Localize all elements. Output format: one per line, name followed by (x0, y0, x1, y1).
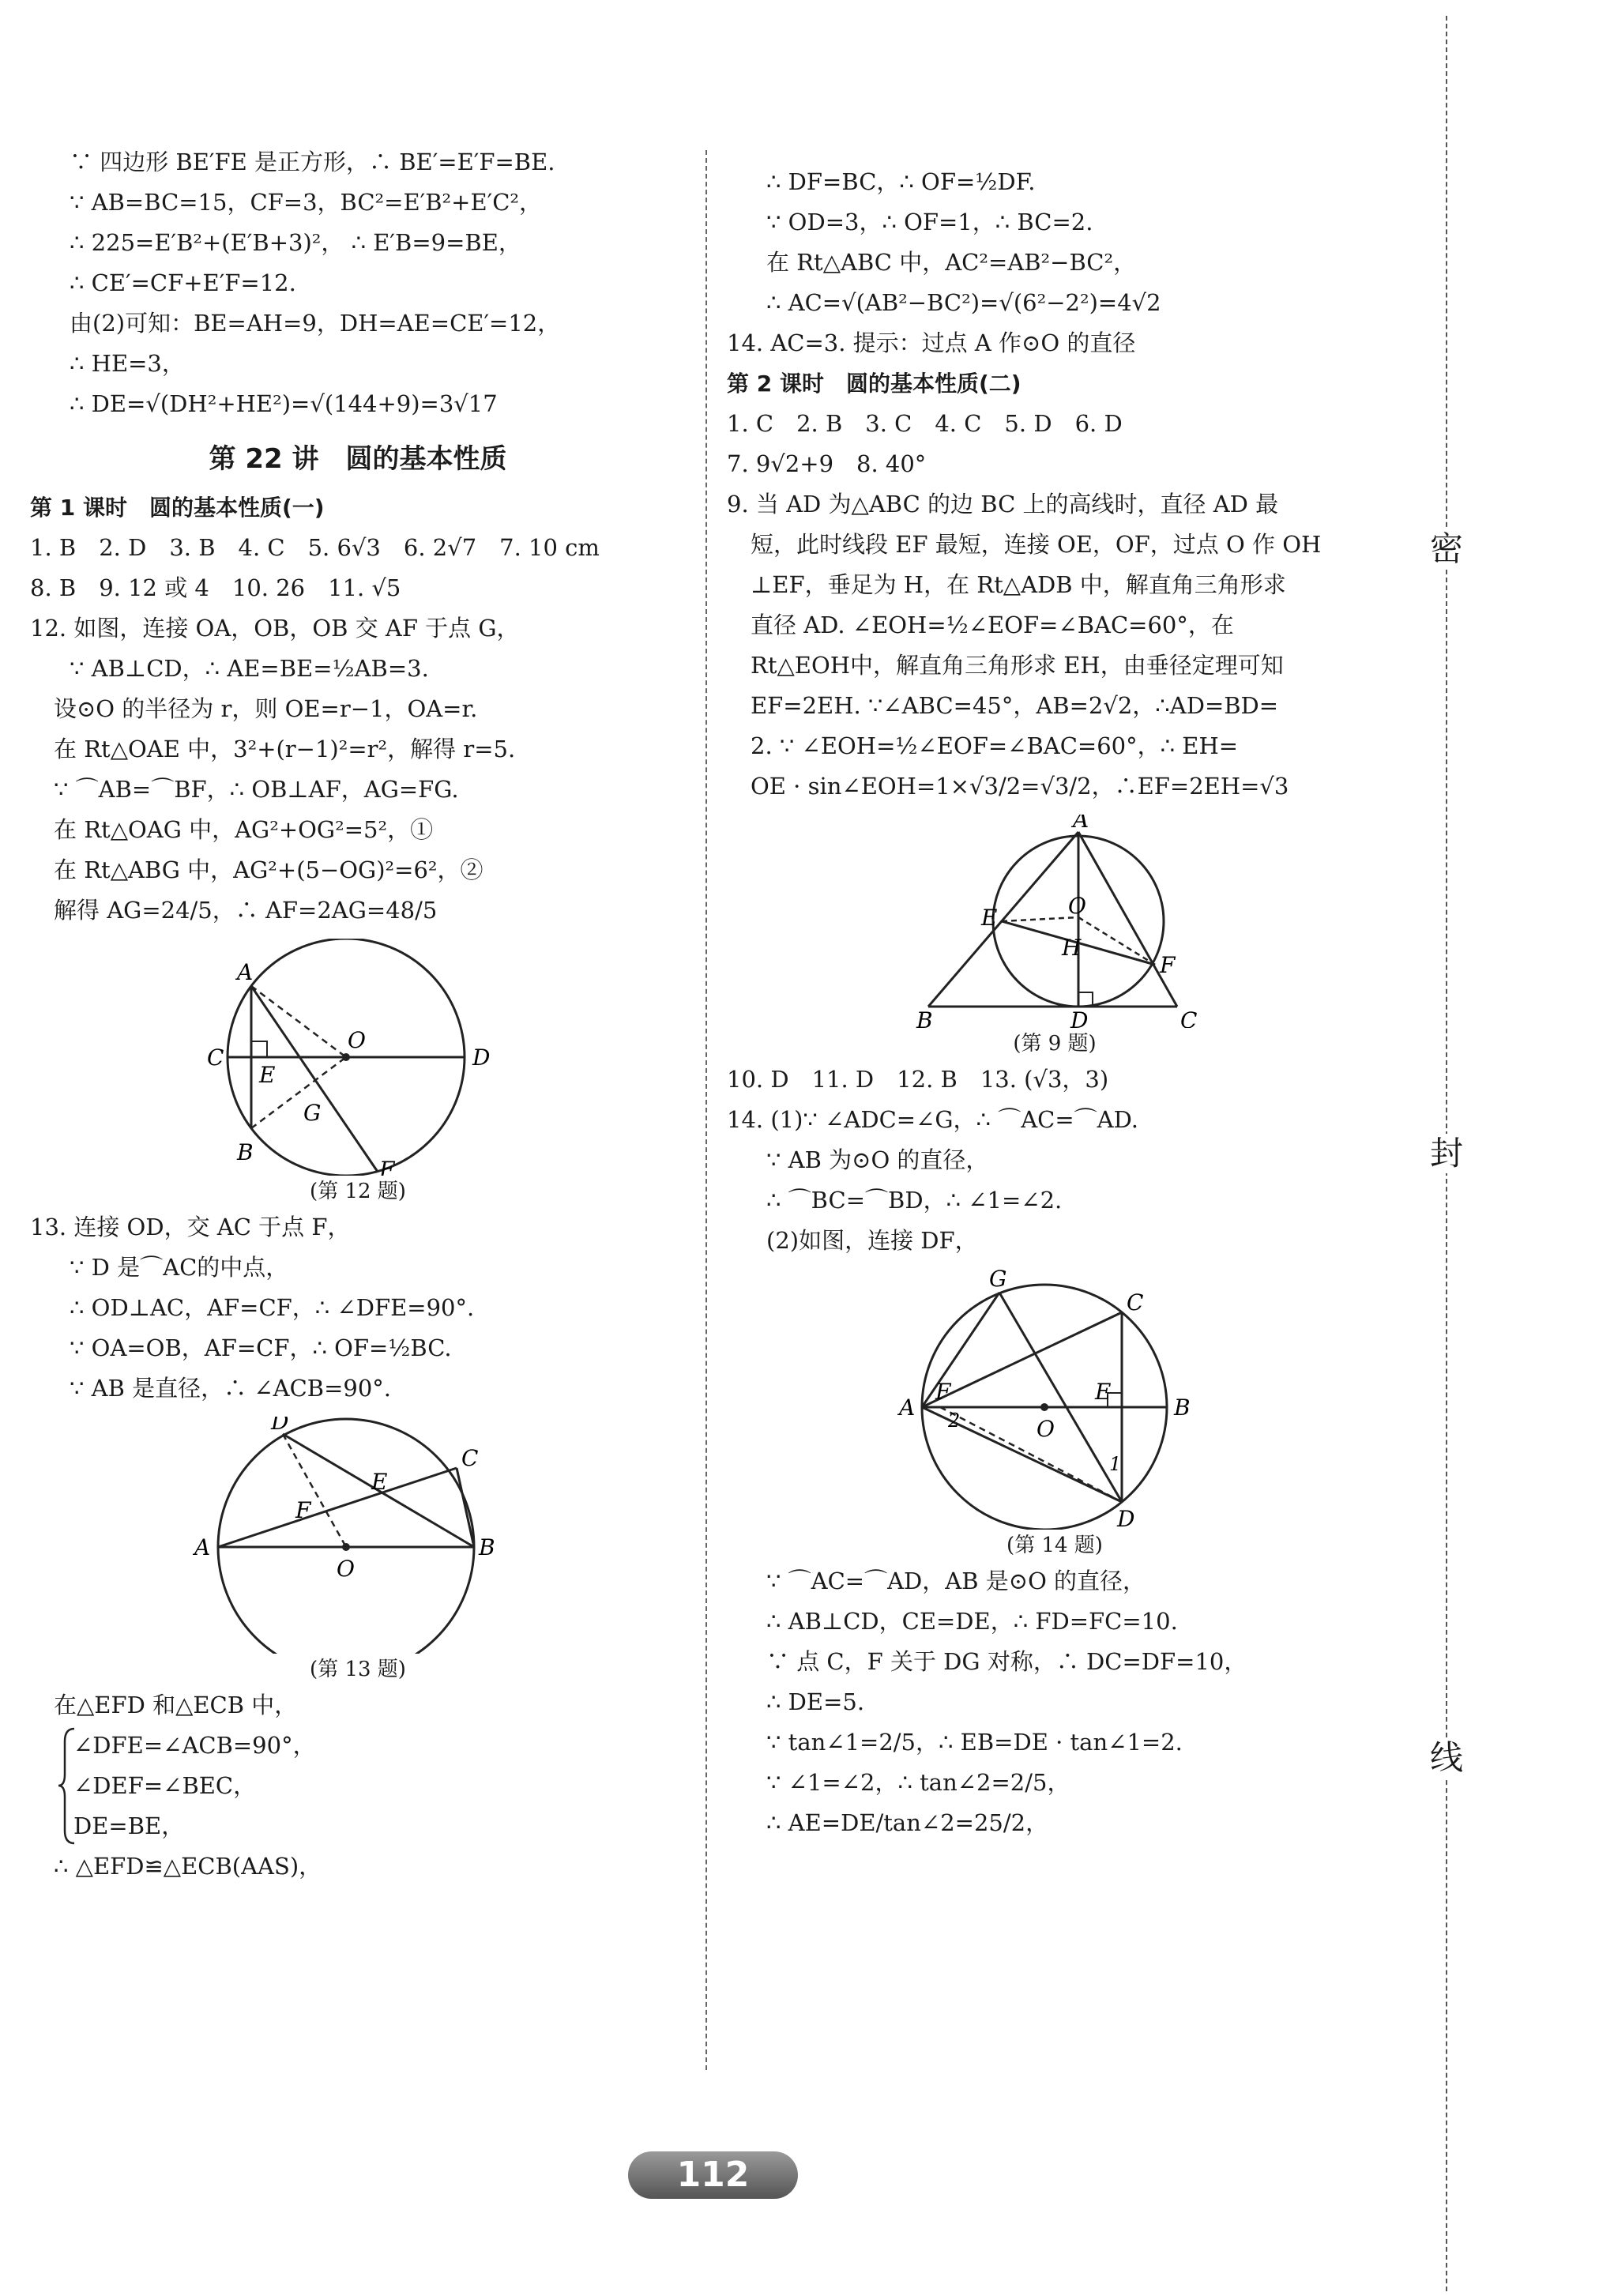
text-line: 在 Rt△ABC 中，AC²=AB²−BC²， (766, 249, 1137, 276)
text-line: 14. AC=3. 提示：过点 A 作⊙O 的直径 (727, 329, 1136, 356)
label-A: A (237, 959, 254, 985)
figure-12 (30, 939, 686, 1176)
brace-icon (57, 1726, 77, 1846)
text-line: ∵ ∠1=∠2，∴ tan∠2=2/5， (766, 1769, 1070, 1796)
label-G: G (989, 1269, 1007, 1292)
text-line: ∴ DE=5. (766, 1688, 865, 1715)
text-line: ∵ 点 C，F 关于 DG 对称，∴ DC=DF=10， (766, 1648, 1247, 1675)
label-F: F (379, 1157, 395, 1176)
answer-line: 1. C 2. B 3. C 4. C 5. D 6. D (727, 410, 1123, 437)
label-A: A (194, 1534, 211, 1560)
text-line: (2)如图，连接 DF， (766, 1227, 978, 1254)
figure-13-caption: (第 13 题) (310, 1658, 406, 1681)
text-line: ∴ AB⊥CD，CE=DE，∴ FD=FC=10. (766, 1608, 1178, 1635)
text-line: 在 Rt△ABG 中，AG²+(5−OG)²=6²，② (54, 856, 483, 883)
text-line: ∵ ⌒AB=⌒BF，∴ OB⊥AF，AG=FG. (54, 776, 459, 803)
answer-line: 1. B 2. D 3. B 4. C 5. 6√3 6. 2√7 7. 10 cm (30, 534, 600, 561)
label-D: D (472, 1044, 491, 1071)
label-B: B (479, 1534, 495, 1560)
text-line: ∴ DE=√(DH²+HE²)=√(144+9)=3√17 (70, 390, 498, 417)
text-line: ∴ 225=E′B²+(E′B+3)²， ∴ E′B=9=BE， (70, 229, 521, 256)
label-B: B (916, 1007, 933, 1028)
text-line: 2. ∵ ∠EOH=½∠EOF=∠BAC=60°，∴ EH= (751, 732, 1239, 759)
column-divider (705, 150, 707, 2070)
label-O: O (337, 1556, 355, 1582)
label-A: A (1073, 815, 1089, 833)
label-C: C (461, 1445, 479, 1471)
text-line: ∵ AB=BC=15，CF=3，BC²=E′B²+E′C²， (70, 189, 543, 216)
text-line: 直径 AD. ∠EOH=½∠EOF=∠BAC=60°，在 (751, 612, 1234, 638)
figure-14-diagram (727, 1269, 1383, 1530)
text-line: ∠DEF=∠BEC， (73, 1772, 257, 1799)
text-line: OE · sin∠EOH=1×√3/2=√3/2，∴EF=2EH=√3 (751, 773, 1289, 800)
text-line: 在 Rt△OAE 中，3²+(r−1)²=r²，解得 r=5. (54, 736, 516, 762)
angle-label-1: 1 (1109, 1453, 1122, 1475)
label-F: F (295, 1497, 311, 1523)
answer-line: 7. 9√2+9 8. 40° (727, 450, 927, 477)
text-line: 解得 AG=24/5，∴ AF=2AG=48/5 (54, 897, 438, 924)
text-line: ∴ △EFD≌△ECB(AAS)， (54, 1853, 322, 1880)
text-line: ∴ AE=DE/tan∠2=25/2， (766, 1809, 1049, 1836)
label-O: O (1037, 1416, 1055, 1442)
label-O: O (1068, 893, 1086, 919)
lecture-title: 第 22 讲 圆的基本性质 (209, 443, 507, 475)
text-line: ∵ tan∠1=2/5，∴ EB=DE · tan∠1=2. (766, 1729, 1183, 1756)
text-line: 在△EFD 和△ECB 中， (54, 1692, 298, 1718)
figure-14-caption: (第 14 题) (1006, 1534, 1103, 1557)
text-line: 13. 连接 OD，交 AC 于点 F， (30, 1214, 351, 1240)
lesson-title: 第 1 课时 圆的基本性质(一) (30, 495, 325, 521)
text-line: ∴ HE=3， (70, 350, 185, 377)
label-H: H (1062, 935, 1082, 961)
text-line: ⊥EF，垂足为 H，在 Rt△ADB 中，解直角三角形求 (751, 571, 1286, 598)
text-line: 短，此时线段 EF 最短，连接 OE，OF，过点 O 作 OH (751, 531, 1322, 558)
answer-line: 10. D 11. D 12. B 13. (√3，3) (727, 1066, 1109, 1093)
text-line: 9. 当 AD 为△ABC 的边 BC 上的高线时，直径 AD 最 (727, 491, 1279, 518)
label-C: C (1127, 1289, 1144, 1315)
congruence-system (30, 1726, 686, 1846)
text-line: ∠DFE=∠ACB=90°， (73, 1732, 316, 1759)
label-D: D (1070, 1007, 1089, 1028)
figure-12-diagram (30, 939, 686, 1176)
label-C: C (1180, 1007, 1198, 1028)
label-B: B (237, 1139, 254, 1165)
label-E: E (371, 1469, 388, 1495)
label-O: O (348, 1027, 366, 1053)
answer-line: 8. B 9. 12 或 4 10. 26 11. √5 (30, 574, 401, 601)
left-column (30, 142, 686, 1887)
right-column (727, 162, 1383, 1843)
text-line: ∵ OD=3，∴ OF=1，∴ BC=2. (766, 209, 1093, 235)
text-line: ∴ ⌒BC=⌒BD，∴ ∠1=∠2. (766, 1187, 1063, 1214)
figure-14 (727, 1269, 1383, 1530)
text-line: ∴ DF=BC，∴ OF=½DF. (766, 168, 1036, 195)
label-E: E (1095, 1379, 1112, 1405)
text-line: DE=BE， (73, 1812, 185, 1839)
side-mark-feng: 封 (1427, 1134, 1466, 1173)
text-line: ∵ ⌒AC=⌒AD，AB 是⊙O 的直径， (766, 1568, 1146, 1594)
angle-label-2: 2 (948, 1410, 961, 1432)
label-G: G (303, 1100, 322, 1126)
text-line: ∴ AC=√(AB²−BC²)=√(6²−2²)=4√2 (766, 289, 1161, 316)
text-line: 在 Rt△OAG 中，AG²+OG²=5²，① (54, 816, 434, 843)
figure-9-diagram (727, 815, 1383, 1028)
label-D: D (271, 1417, 289, 1435)
label-C: C (207, 1044, 224, 1071)
page-number: 112 (628, 2151, 798, 2199)
text-line: 12. 如图，连接 OA，OB，OB 交 AF 于点 G， (30, 615, 520, 642)
text-line: 14. (1)∵ ∠ADC=∠G，∴ ⌒AC=⌒AD. (727, 1106, 1139, 1133)
label-E: E (981, 905, 998, 931)
label-E: E (259, 1062, 276, 1088)
figure-13 (30, 1417, 686, 1654)
figure-12-caption: (第 12 题) (310, 1180, 406, 1203)
text-line: EF=2EH. ∵∠ABC=45°，AB=2√2，∴AD=BD= (751, 692, 1279, 719)
text-line: 由(2)可知：BE=AH=9，DH=AE=CE′=12， (70, 310, 561, 337)
text-line: ∵ OA=OB，AF=CF，∴ OF=½BC. (70, 1334, 452, 1361)
label-F: F (1160, 952, 1176, 978)
figure-13-diagram (30, 1417, 686, 1654)
label-A: A (899, 1395, 916, 1421)
label-F: F (935, 1379, 951, 1405)
text-line: Rt△EOH中，解直角三角形求 EH，由垂径定理可知 (751, 652, 1284, 679)
label-B: B (1174, 1395, 1191, 1421)
figure-9-caption: (第 9 题) (1013, 1032, 1097, 1056)
text-line: ∴ CE′=CF+E′F=12. (70, 269, 296, 296)
text-line: ∵ AB⊥CD，∴ AE=BE=½AB=3. (70, 655, 429, 682)
figure-9 (727, 815, 1383, 1028)
text-line: 设⊙O 的半径为 r，则 OE=r−1，OA=r. (54, 695, 478, 722)
text-line: ∵ 四边形 BE′FE 是正方形，∴ BE′=E′F=BE. (70, 149, 555, 175)
text-line: ∵ AB 是直径，∴ ∠ACB=90°. (70, 1375, 392, 1402)
text-line: ∵ AB 为⊙O 的直径， (766, 1146, 989, 1173)
text-line: ∴ OD⊥AC，AF=CF，∴ ∠DFE=90°. (70, 1294, 475, 1321)
side-mark-mi: 密 (1427, 529, 1466, 569)
lesson-title: 第 2 课时 圆的基本性质(二) (727, 371, 1021, 397)
text-line: ∵ D 是⌒AC的中点， (70, 1254, 289, 1281)
label-D: D (1117, 1506, 1135, 1530)
side-mark-xian: 线 (1427, 1738, 1466, 1778)
